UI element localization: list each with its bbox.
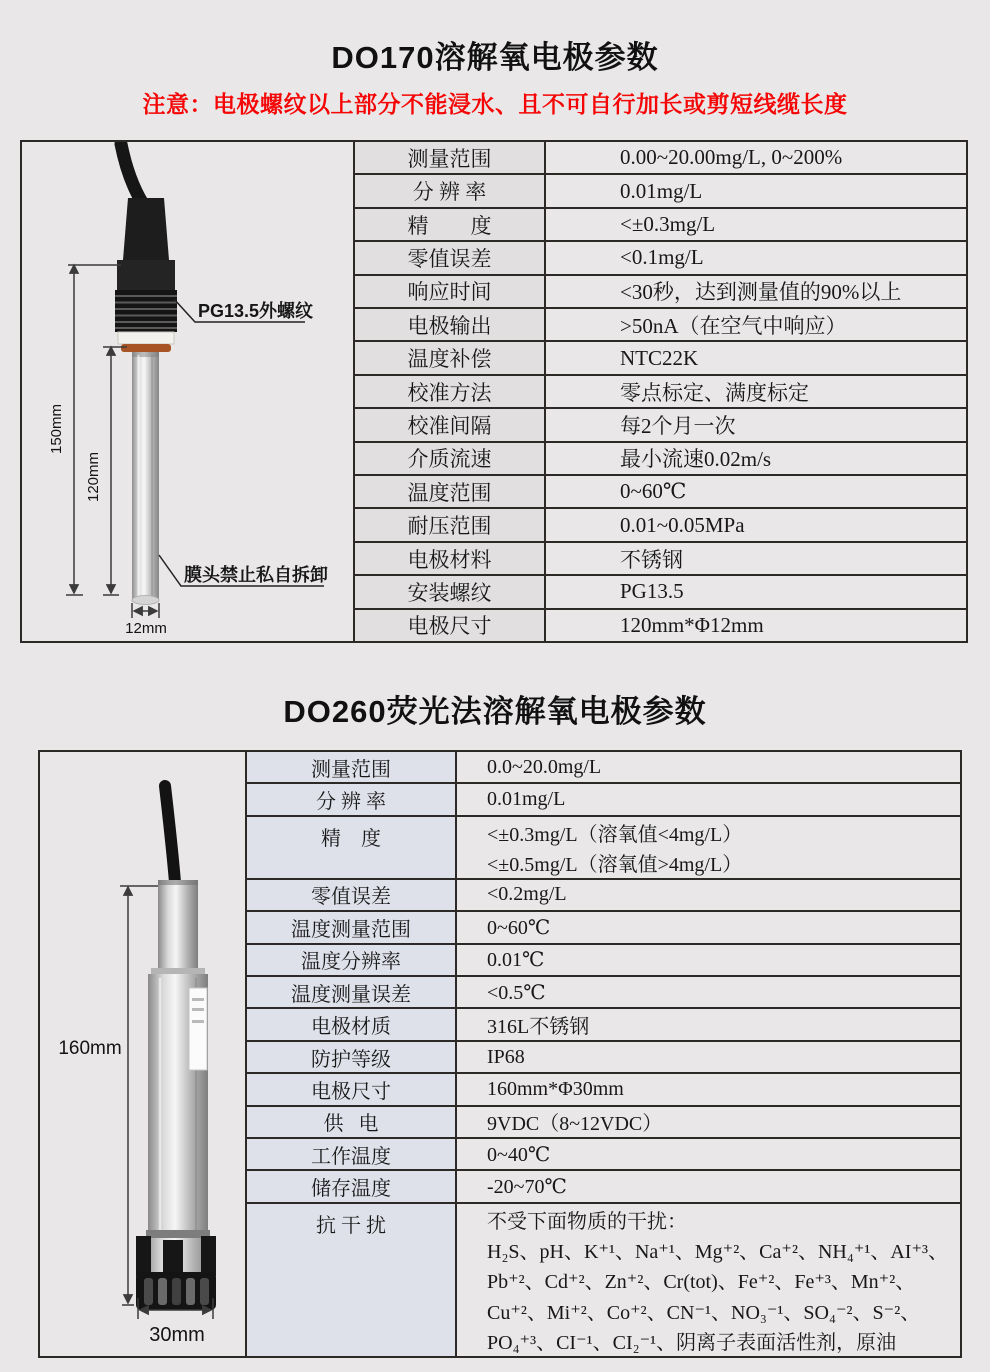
- spec-label: 零值误差: [247, 880, 457, 910]
- table-row: [247, 1137, 960, 1169]
- spec-value: <0.1mg/L: [620, 245, 704, 270]
- table-row: [247, 1105, 960, 1137]
- spec-label: 供 电: [247, 1107, 457, 1137]
- spec-label: 响应时间: [355, 276, 546, 307]
- table-row: [355, 307, 966, 340]
- dim-30mm-label: 30mm: [149, 1324, 205, 1346]
- spec-label: 温度范围: [355, 476, 546, 507]
- spec-label: 温度测量范围: [247, 912, 457, 942]
- spec-value: PG13.5: [620, 579, 684, 604]
- do260-electrode-diagram: [40, 752, 245, 1356]
- spec-label: 分 辨 率: [355, 175, 546, 206]
- spec-value: 每2个月一次: [620, 413, 736, 438]
- table-row: [247, 878, 960, 910]
- spec-label: 介质流速: [355, 443, 546, 474]
- spec-value: <±0.3mg/L（溶氧值<4mg/L） <±0.5mg/L（溶氧值>4mg/L）: [487, 823, 743, 876]
- spec-value: <0.5℃: [487, 981, 546, 1004]
- do260-spec-table: [245, 752, 960, 1356]
- do260-section: [38, 750, 962, 1358]
- table-row: [247, 1202, 960, 1356]
- spec-value: 0.01mg/L: [620, 178, 703, 203]
- spec-value: <0.2mg/L: [487, 883, 567, 906]
- spec-value: 0.01mg/L: [487, 788, 566, 811]
- spec-value: 0~40℃: [487, 1143, 551, 1166]
- table-row: [247, 752, 960, 782]
- spec-value: 零点标定、满度标定: [620, 380, 809, 405]
- do170-electrode-diagram: [22, 142, 353, 641]
- spec-label: 精 度: [247, 817, 457, 878]
- table-row: [247, 1040, 960, 1072]
- do170-spec-table: [353, 142, 966, 641]
- spec-label: 测量范围: [247, 752, 457, 782]
- spec-label: 工作温度: [247, 1139, 457, 1169]
- spec-value: IP68: [487, 1045, 525, 1068]
- spec-value: 0.01℃: [487, 949, 545, 972]
- table-row: [355, 407, 966, 440]
- spec-value: <30秒，达到测量值的90%以上: [620, 280, 902, 305]
- spec-label: 分 辨 率: [247, 784, 457, 814]
- table-row: [355, 474, 966, 507]
- spec-value: 不受下面物质的干扰： H₂S、pH、K⁺¹、Na⁺¹、Mg⁺²、Ca⁺²、NH₄⁺¹、AI⁺³、 Pb⁺²、Cd⁺²、Zn⁺²、Cr(tot)、Fe⁺²、Fe⁺³、Mn⁺²、 Cu⁺²、Mi⁺²、Co⁺²、CN⁻¹、NO₃⁻¹、SO₄⁻²、S⁻²、 PO₄⁺³、CI⁻¹、CI₂⁻¹、阴离子表面活性剂，原油: [487, 1210, 949, 1355]
- table-row: [355, 608, 966, 641]
- do260-electrode-photo: [136, 786, 216, 1310]
- spec-label: 耐压范围: [355, 509, 546, 540]
- spec-label: 安装螺纹: [355, 576, 546, 607]
- spec-value: 160mm*Φ30mm: [487, 1077, 624, 1100]
- table-row: [247, 943, 960, 975]
- spec-label: 储存温度: [247, 1171, 457, 1201]
- thread-callout-label: PG13.5外螺纹: [198, 301, 314, 321]
- table-row: [355, 574, 966, 607]
- warning-note: 注意：电极螺纹以上部分不能浸水、且不可自行加长或剪短线缆长度: [142, 91, 848, 117]
- spec-label: 零值误差: [355, 242, 546, 273]
- spec-value: 0.0~20.0mg/L: [487, 755, 602, 778]
- spec-label: 电极材料: [355, 543, 546, 574]
- spec-value: 9VDC（8~12VDC）: [487, 1113, 663, 1136]
- spec-value: 0~60℃: [620, 479, 687, 504]
- dim-12mm-label: 12mm: [125, 620, 167, 637]
- table-row: [355, 240, 966, 273]
- dim-160mm-label: 160mm: [58, 1038, 122, 1059]
- spec-label: 精 度: [355, 209, 546, 240]
- spec-label: 温度补偿: [355, 342, 546, 373]
- do170-electrode-photo: [115, 144, 177, 605]
- table-row: [355, 507, 966, 540]
- table-row: [355, 142, 966, 173]
- spec-label: 抗 干 扰: [247, 1204, 457, 1356]
- spec-label: 温度分辨率: [247, 945, 457, 975]
- spec-value: 最小流速0.02m/s: [620, 447, 772, 472]
- table-row: [247, 815, 960, 878]
- table-row: [247, 910, 960, 942]
- spec-value: >50nA（在空气中响应）: [620, 313, 847, 338]
- table-row: [247, 1169, 960, 1201]
- table-row: [355, 274, 966, 307]
- dim-150mm-label: 150mm: [48, 403, 65, 455]
- table-row: [355, 340, 966, 373]
- table-row: [355, 541, 966, 574]
- spec-value: 0.00~20.00mg/L, 0~200%: [620, 145, 843, 170]
- spec-value: 不锈钢: [620, 547, 683, 572]
- spec-value: 0.01~0.05MPa: [620, 512, 745, 537]
- do260-photo-panel: [40, 752, 245, 1356]
- spec-value: 0~60℃: [487, 916, 551, 939]
- page-title-do260: DO260荧光法溶解氧电极参数: [283, 694, 707, 729]
- table-row: [355, 173, 966, 206]
- do170-section: [20, 140, 968, 643]
- do170-photo-panel: [22, 142, 353, 641]
- spec-label: 防护等级: [247, 1042, 457, 1072]
- table-row: [247, 782, 960, 814]
- table-row: [247, 975, 960, 1007]
- table-row: [355, 441, 966, 474]
- spec-value: 120mm*Φ12mm: [620, 612, 764, 637]
- page-title-do170: DO170溶解氧电极参数: [331, 40, 659, 75]
- table-row: [247, 1007, 960, 1039]
- spec-label: 温度测量误差: [247, 977, 457, 1007]
- spec-value: 316L不锈钢: [487, 1016, 590, 1039]
- spec-label: 电极尺寸: [247, 1074, 457, 1104]
- spec-value: NTC22K: [620, 345, 699, 370]
- spec-value: <±0.3mg/L: [620, 212, 716, 237]
- table-row: [247, 1072, 960, 1104]
- spec-label: 电极输出: [355, 309, 546, 340]
- dim-120mm-label: 120mm: [85, 451, 102, 503]
- spec-label: 测量范围: [355, 142, 546, 173]
- spec-label: 校准间隔: [355, 409, 546, 440]
- spec-label: 电极材质: [247, 1009, 457, 1039]
- membrane-callout-label: 膜头禁止私自拆卸: [184, 565, 328, 585]
- table-row: [355, 207, 966, 240]
- table-row: [355, 374, 966, 407]
- spec-label: 电极尺寸: [355, 610, 546, 641]
- spec-label: 校准方法: [355, 376, 546, 407]
- spec-value: -20~70℃: [487, 1176, 567, 1199]
